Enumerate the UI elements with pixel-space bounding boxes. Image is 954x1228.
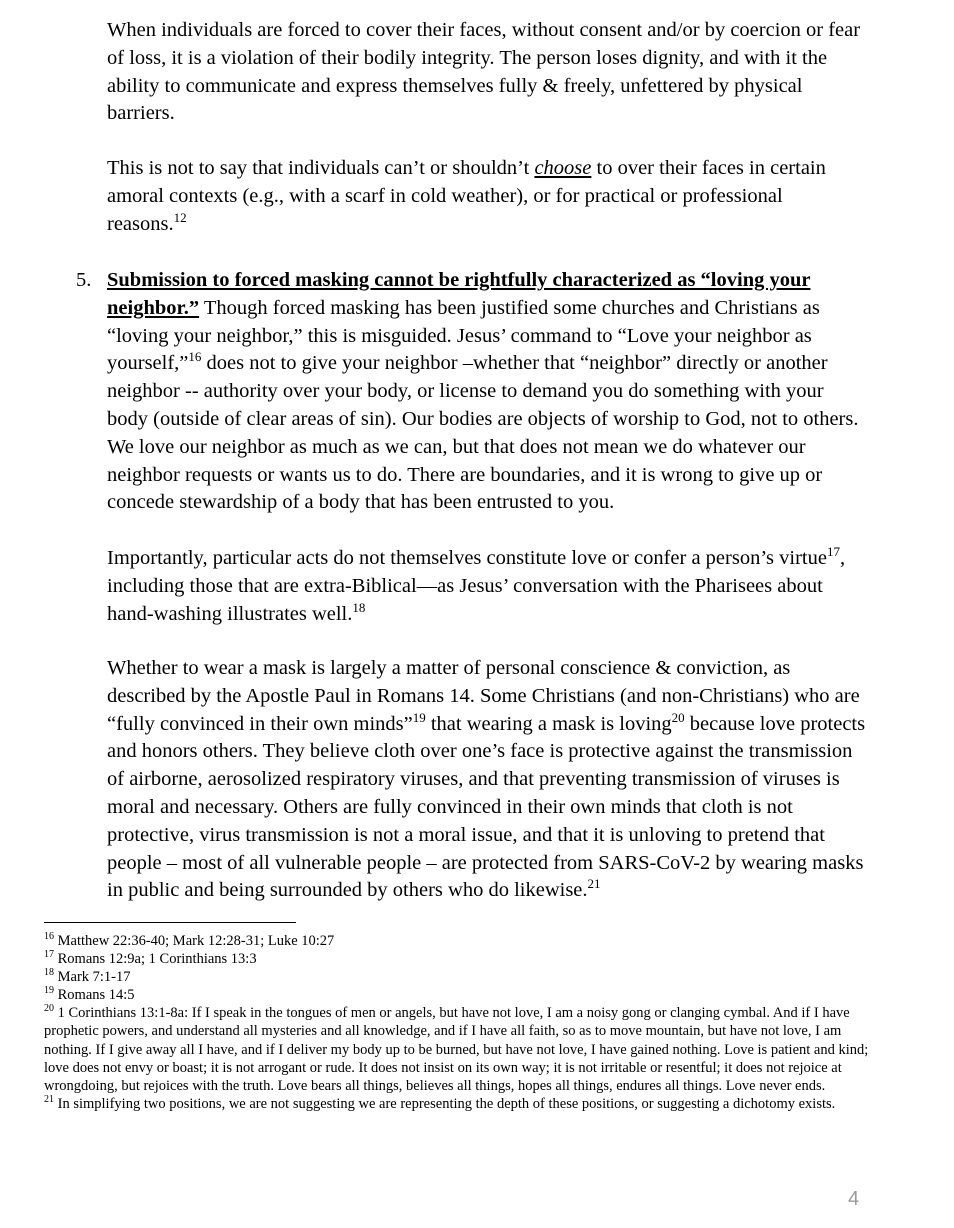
- footnote-number: 18: [44, 967, 54, 979]
- footnote-text: In simplifying two positions, we are not suggesting we are representing the depth of these positions, or suggesting a dichotomy exists.: [54, 1095, 836, 1112]
- footnote-text: Matthew 22:36-40; Mark 12:28-31; Luke 10:27: [54, 933, 335, 949]
- paragraph-text: because love protects and honors others. They believe cloth over one’s face is protective against the transmission of airborne, aerosolized respiratory viruses, and that preventing transmission of viruses is moral and necessary. Others are fully convinced in their own minds that cloth is not protective, virus transmission is not a moral issue, and that it is unloving to pretend that people – most of all vulnerable people – are protected from SARS-CoV-2 by wearing masks in public and being surrounded by others who do likewise.: [107, 712, 866, 902]
- footnote-divider: [44, 922, 296, 923]
- footnote-number: 17: [44, 949, 54, 961]
- paragraph-choose: [107, 155, 867, 238]
- footnote-text: Mark 7:1-17: [54, 969, 131, 986]
- footnote-ref[interactable]: 18: [352, 599, 366, 615]
- footnote-item: [44, 950, 874, 968]
- footnote-item: [44, 1095, 874, 1113]
- paragraph-text: Though forced masking has been justified some churches and Christians as “loving your neighbor,” this is misguided. Jesus’ command to “Love your neighbor as yourself,”: [107, 296, 820, 375]
- footnotes: [44, 932, 874, 1113]
- paragraph-text: that wearing a mask is loving: [425, 712, 672, 735]
- paragraph-importantly: [107, 545, 867, 628]
- paragraph-text: does not to give your neighbor –whether that “neighbor” directly or another neighbor -- authority over your body, or license to demand you do something with your body (outside of clear areas of sin). Our bodies are objects of worship to God, not to others. We love our neighbor as much as we can, but that does not mean we do whatever our neighbor requests or wants us to do. There are boundaries, and it is wrong to give up or concede stewardship of a body that has been entrusted to you.: [107, 352, 859, 514]
- paragraph-whether: [107, 655, 867, 905]
- footnote-item: [44, 1004, 874, 1094]
- paragraph-text: Whether to wear a mask is largely a matter of personal conscience & conviction, as described by the Apostle Paul in Romans 14. Some Christians (and non-Christians) who are “fully convinced in their own minds”: [107, 657, 860, 735]
- footnote-ref[interactable]: 16: [188, 349, 202, 365]
- footnote-ref[interactable]: 19: [412, 709, 426, 725]
- footnote-number: 19: [44, 985, 54, 997]
- list-item-5-paragraph: [107, 267, 867, 517]
- paragraph-text: This is not to say that individuals can’t or shouldn’t: [107, 157, 535, 179]
- footnote-ref[interactable]: 20: [671, 709, 685, 725]
- footnote-ref[interactable]: 17: [826, 544, 840, 560]
- paragraph-bodily-integrity: [107, 17, 867, 128]
- paragraph-text: to over their faces in certain amoral contexts (e.g., with a scarf in cold weather), or for practical or professional reasons.: [107, 157, 826, 235]
- page-number: 4: [848, 1188, 860, 1210]
- footnote-ref[interactable]: 21: [587, 876, 601, 892]
- footnote-item: [44, 986, 874, 1004]
- footnote-text: Romans 12:9a; 1 Corinthians 13:3: [54, 951, 257, 968]
- list-item-number: 5.: [76, 269, 92, 291]
- footnote-text: Romans 14:5: [54, 987, 135, 1004]
- footnote-item: [44, 932, 874, 950]
- footnote-item: [44, 968, 874, 986]
- footnote-ref[interactable]: 12: [173, 209, 187, 225]
- paragraph-text: , including those that are extra-Biblical—as Jesus’ conversation with the Pharisees about hand-washing illustrates well.: [107, 547, 846, 625]
- footnote-number: 16: [44, 931, 54, 943]
- footnote-text: 1 Corinthians 13:1-8a: If I speak in the tongues of men or angels, but have not love, I am a noisy gong or clanging cymbal. And if I have prophetic powers, and understand all mysteries and all knowledge, and if I have all faith, so as to move mountain, but have not love, I am nothing. If I give away all I have, and if I deliver my body up to be burned, but have not love, I have gained nothing. Love is patient and kind; love does not envy or boast; it is not arrogant or rude. It does not insist on its own way; it is not irritable or resentful; it does not rejoice at wrongdoing, but rejoices with the truth. Love bears all things, believes all things, hopes all things, endures all things. Love never ends.: [44, 1005, 869, 1094]
- emphasis-choose: choose: [534, 157, 592, 179]
- footnote-number: 21: [44, 1094, 54, 1106]
- list-item-heading: Submission to forced masking cannot be rightfully characterized as “loving your neighbor.”: [107, 269, 811, 319]
- paragraph-text: When individuals are forced to cover their faces, without consent and/or by coercion or fear of loss, it is a violation of their bodily integrity. The person loses dignity, and with it the ability to communicate and express themselves fully & freely, unfettered by physical barriers.: [107, 19, 861, 125]
- footnote-number: 20: [44, 1003, 54, 1015]
- paragraph-text: Importantly, particular acts do not themselves constitute love or confer a person’s virtue: [107, 547, 827, 569]
